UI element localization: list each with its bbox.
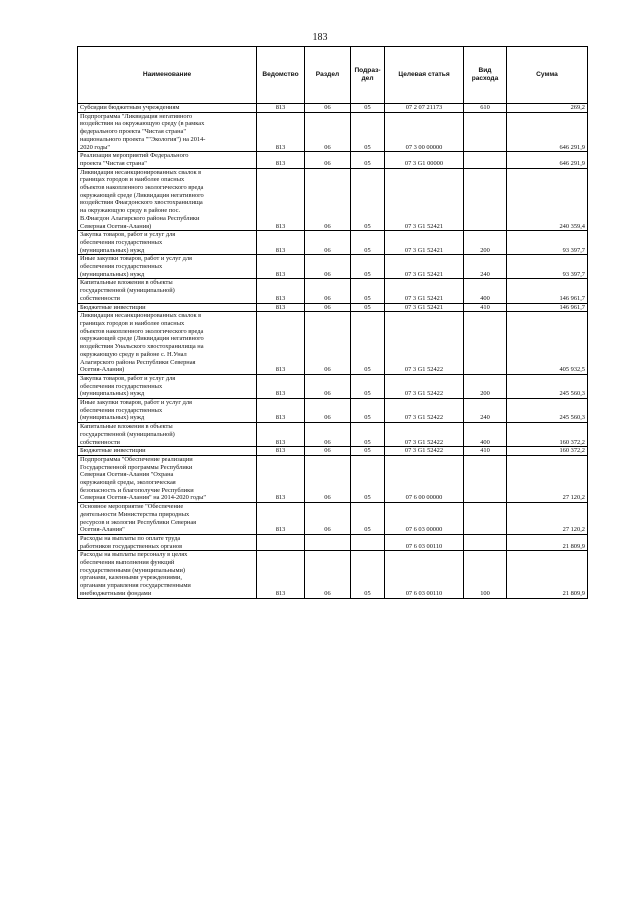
row-target-article: 07 3 G1 52422	[385, 312, 464, 375]
row-expense-type	[464, 152, 507, 168]
row-razdel: 06	[305, 455, 351, 502]
row-razdel: 06	[305, 423, 351, 447]
row-podrazdel: 05	[351, 231, 385, 255]
table-row	[78, 231, 588, 255]
row-vedomstvo: 813	[257, 152, 305, 168]
row-razdel: 06	[305, 152, 351, 168]
row-vedomstvo: 813	[257, 303, 305, 312]
row-target-article: 07 3 G1 52421	[385, 255, 464, 279]
row-vedomstvo: 813	[257, 104, 305, 113]
row-podrazdel: 05	[351, 447, 385, 456]
row-target-article: 07 3 G1 52421	[385, 231, 464, 255]
row-sum: 27 120,2	[507, 455, 588, 502]
row-podrazdel: 05	[351, 112, 385, 152]
table-row	[78, 112, 588, 152]
row-vedomstvo: 813	[257, 168, 305, 231]
row-expense-type: 240	[464, 399, 507, 423]
row-podrazdel: 05	[351, 168, 385, 231]
row-expense-type	[464, 534, 507, 550]
row-target-article: 07 3 G1 52422	[385, 374, 464, 398]
header-sum: Сумма	[507, 47, 588, 104]
row-razdel: 06	[305, 279, 351, 303]
row-sum: 646 291,9	[507, 112, 588, 152]
row-podrazdel: 05	[351, 399, 385, 423]
header-target-article: Целевая статья	[385, 47, 464, 104]
row-podrazdel: 05	[351, 423, 385, 447]
row-expense-type	[464, 168, 507, 231]
row-podrazdel: 05	[351, 312, 385, 375]
row-razdel: 06	[305, 303, 351, 312]
row-expense-type: 200	[464, 374, 507, 398]
row-expense-type: 240	[464, 255, 507, 279]
row-sum: 93 397,7	[507, 231, 588, 255]
row-expense-type: 410	[464, 303, 507, 312]
row-podrazdel: 05	[351, 303, 385, 312]
header-row	[78, 47, 588, 104]
row-expense-type	[464, 312, 507, 375]
row-sum: 245 560,3	[507, 374, 588, 398]
row-podrazdel: 05	[351, 374, 385, 398]
table-row	[78, 447, 588, 456]
row-expense-type: 400	[464, 279, 507, 303]
row-vedomstvo: 813	[257, 423, 305, 447]
row-name: Капитальные вложения в объекты государственной (муниципальной) собственности	[78, 423, 257, 447]
row-target-article: 07 6 03 00000	[385, 503, 464, 535]
row-name: Закупка товаров, работ и услуг для обеспечения государственных (муниципальных) нужд	[78, 374, 257, 398]
row-sum: 146 961,7	[507, 303, 588, 312]
row-razdel: 06	[305, 231, 351, 255]
row-target-article: 07 2 07 21173	[385, 104, 464, 113]
row-podrazdel: 05	[351, 104, 385, 113]
row-sum: 160 372,2	[507, 423, 588, 447]
row-target-article: 07 3 G1 52422	[385, 399, 464, 423]
row-vedomstvo: 813	[257, 374, 305, 398]
row-vedomstvo: 813	[257, 279, 305, 303]
row-target-article: 07 3 G1 52422	[385, 447, 464, 456]
row-target-article: 07 3 G1 52421	[385, 168, 464, 231]
row-expense-type: 100	[464, 551, 507, 598]
row-name: Ликвидация несанкционированных свалок в границах городов и наиболее опасных объектов накопленного экологического вреда окружающей среде (Ликвидация негативного воздействия Унальского хвостохранилища на окружающую среду в районе с. Н.Унал Алагирского района Республики Северная Осетия-Алания)	[78, 312, 257, 375]
row-name: Капитальные вложения в объекты государственной (муниципальной) собственности	[78, 279, 257, 303]
row-name: Расходы на выплаты персоналу в целях обеспечения выполнения функций государственными (муниципальными) органами, казенными учреждениями, органами управления государственными внебюджетными фондами	[78, 551, 257, 598]
row-razdel: 06	[305, 168, 351, 231]
row-name: Подпрограмма "Обеспечение реализации Государственной программы Республики Северная Осетия-Алания "Охрана окружающей среды, экологическая безопасность и благополучие Республики Северная Осетия-Алания" на 2014-2020 годы"	[78, 455, 257, 502]
row-podrazdel: 05	[351, 551, 385, 598]
table-row	[78, 374, 588, 398]
table-row	[78, 168, 588, 231]
row-sum: 27 120,2	[507, 503, 588, 535]
table-row	[78, 534, 588, 550]
row-target-article: 07 6 00 00000	[385, 455, 464, 502]
table-row	[78, 455, 588, 502]
row-vedomstvo	[257, 534, 305, 550]
row-podrazdel: 05	[351, 152, 385, 168]
row-name: Иные закупки товаров, работ и услуг для обеспечения государственных (муниципальных) нужд	[78, 399, 257, 423]
row-vedomstvo: 813	[257, 312, 305, 375]
header-podrazdel: Подраз- дел	[351, 47, 385, 104]
row-podrazdel: 05	[351, 279, 385, 303]
row-name: Расходы на выплаты по оплате труда работников государственных органов	[78, 534, 257, 550]
row-name: Подпрограмма "Ликвидация негативного воздействия на окружающую среду (в рамках федерального проекта "Чистая страна" национального проекта ""Экология") на 2014- 2020 годы"	[78, 112, 257, 152]
table-row	[78, 399, 588, 423]
row-podrazdel	[351, 534, 385, 550]
header-name: Наименование	[78, 47, 257, 104]
table-row	[78, 279, 588, 303]
row-target-article: 07 3 00 00000	[385, 112, 464, 152]
table-row	[78, 423, 588, 447]
row-sum: 160 372,2	[507, 447, 588, 456]
row-name: Субсидии бюджетным учреждениям	[78, 104, 257, 113]
row-expense-type: 410	[464, 447, 507, 456]
row-sum: 146 961,7	[507, 279, 588, 303]
row-podrazdel: 05	[351, 503, 385, 535]
row-vedomstvo: 813	[257, 112, 305, 152]
table-row	[78, 303, 588, 312]
row-vedomstvo: 813	[257, 455, 305, 502]
row-razdel	[305, 534, 351, 550]
header-razdel: Раздел	[305, 47, 351, 104]
row-expense-type	[464, 112, 507, 152]
row-vedomstvo: 813	[257, 255, 305, 279]
page-number: 183	[312, 32, 328, 43]
row-target-article: 07 3 G1 00000	[385, 152, 464, 168]
table-row	[78, 104, 588, 113]
row-sum: 240 359,4	[507, 168, 588, 231]
row-sum: 93 397,7	[507, 255, 588, 279]
row-sum: 269,2	[507, 104, 588, 113]
row-vedomstvo: 813	[257, 231, 305, 255]
header-expense-type: Вид расхода	[464, 47, 507, 104]
header-vedomstvo: Ведомство	[257, 47, 305, 104]
row-expense-type: 610	[464, 104, 507, 113]
budget-table	[77, 46, 588, 599]
row-expense-type: 200	[464, 231, 507, 255]
row-vedomstvo: 813	[257, 447, 305, 456]
row-razdel: 06	[305, 255, 351, 279]
row-razdel: 06	[305, 399, 351, 423]
table-row	[78, 152, 588, 168]
row-name: Бюджетные инвестиции	[78, 447, 257, 456]
row-razdel: 06	[305, 312, 351, 375]
table-row	[78, 255, 588, 279]
row-name: Основное мероприятие "Обеспечение деятельности Министерства природных ресурсов и экологии Республики Северная Осетия-Алания"	[78, 503, 257, 535]
table-row	[78, 551, 588, 598]
table-row	[78, 503, 588, 535]
row-expense-type	[464, 455, 507, 502]
table-row	[78, 312, 588, 375]
row-target-article: 07 6 03 00110	[385, 551, 464, 598]
row-target-article: 07 3 G1 52422	[385, 423, 464, 447]
row-razdel: 06	[305, 503, 351, 535]
row-razdel: 06	[305, 104, 351, 113]
row-vedomstvo: 813	[257, 551, 305, 598]
row-expense-type: 400	[464, 423, 507, 447]
row-razdel: 06	[305, 447, 351, 456]
row-podrazdel: 05	[351, 255, 385, 279]
row-target-article: 07 3 G1 52421	[385, 279, 464, 303]
row-razdel: 06	[305, 374, 351, 398]
row-sum: 245 560,3	[507, 399, 588, 423]
row-name: Иные закупки товаров, работ и услуг для обеспечения государственных (муниципальных) нужд	[78, 255, 257, 279]
row-target-article: 07 3 G1 52421	[385, 303, 464, 312]
row-sum: 21 809,9	[507, 534, 588, 550]
row-podrazdel: 05	[351, 455, 385, 502]
row-vedomstvo: 813	[257, 503, 305, 535]
row-razdel: 06	[305, 112, 351, 152]
row-expense-type	[464, 503, 507, 535]
row-name: Ликвидация несанкционированных свалок в границах городов и наиболее опасных объектов накопленного экологического вреда окружающей среде (Ликвидация негативного воздействия Фиагдонского хвостохранилища на окружающую среду в районе пос. В.Фиагдон Алагирского района Республики Северная Осетия-Алания)	[78, 168, 257, 231]
row-sum: 21 809,9	[507, 551, 588, 598]
row-vedomstvo: 813	[257, 399, 305, 423]
row-name: Реализация мероприятий Федерального проекта "Чистая страна"	[78, 152, 257, 168]
row-razdel: 06	[305, 551, 351, 598]
row-name: Бюджетные инвестиции	[78, 303, 257, 312]
row-name: Закупка товаров, работ и услуг для обеспечения государственных (муниципальных) нужд	[78, 231, 257, 255]
row-target-article: 07 6 03 00110	[385, 534, 464, 550]
row-sum: 646 291,9	[507, 152, 588, 168]
row-sum: 405 932,5	[507, 312, 588, 375]
